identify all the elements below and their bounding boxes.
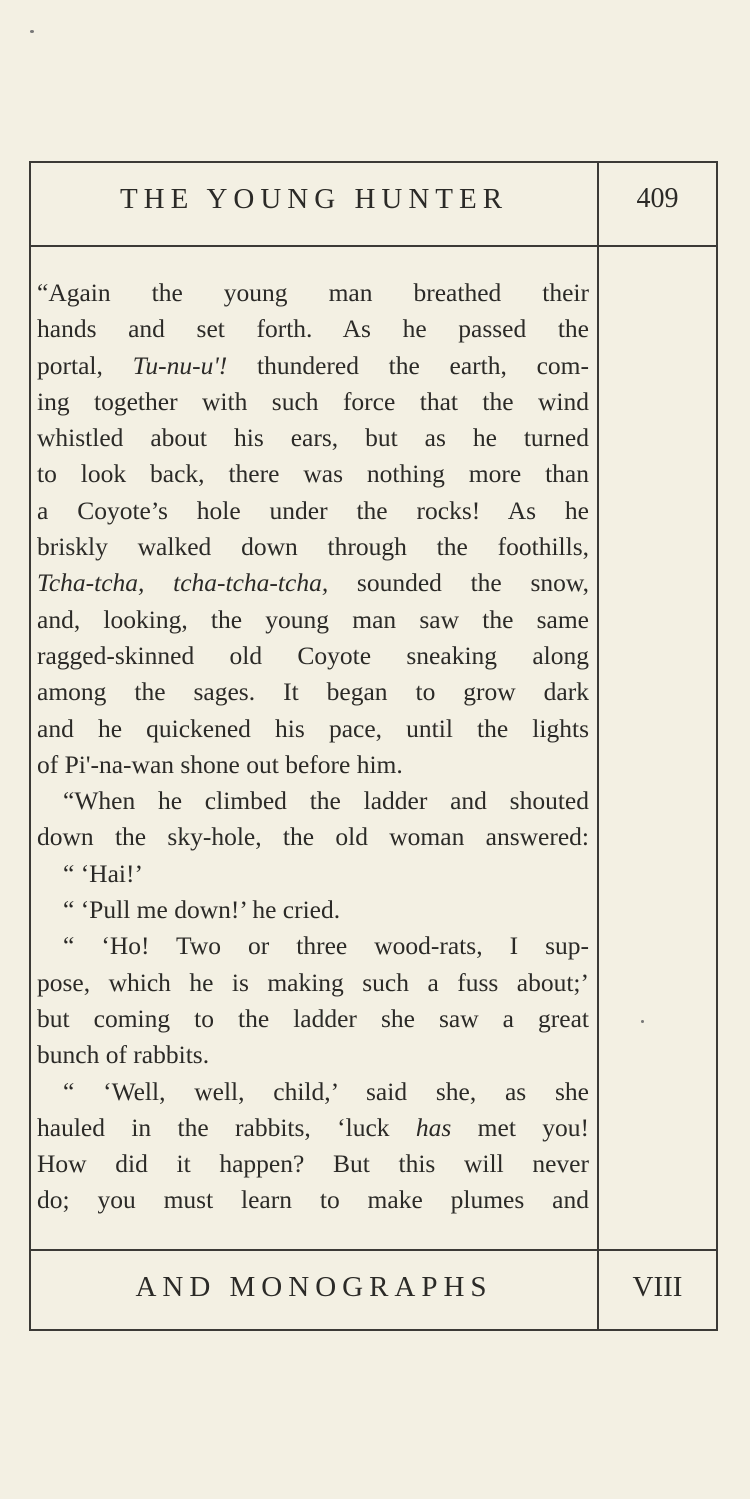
text-segment: bunch of rabbits. [37,1040,210,1070]
page-number: 409 [636,183,679,214]
text-line [37,420,589,456]
text-segment: hands and set forth. As he passed the [37,314,589,344]
text-segment: briskly walked down through the foothills, [37,532,589,562]
text-line [37,456,589,492]
text-line [37,783,589,819]
text-line [37,275,589,311]
text-line [37,311,589,347]
text-line [37,1146,589,1182]
text-line [37,638,589,674]
text-line [37,1001,589,1037]
text-segment: of Pi'-na-wan shone out before him. [37,749,403,779]
text-line [37,856,589,892]
text-segment: met you! [451,1112,589,1142]
text-segment: and, looking, the young man saw the same [37,604,589,634]
running-head: THE YOUNG HUNTER [119,183,509,215]
series-title: AND MONOGRAPHS [135,1271,493,1303]
text-segment: thundered the earth, com- [227,350,589,380]
italic-text: Tu-nu-u'! [132,350,228,380]
text-line [37,965,589,1001]
margin-column-rule [597,163,599,1329]
text-segment: but coming to the ladder she saw a great [37,1003,589,1033]
text-segment: pose, which he is making such a fuss about;’ [37,967,589,997]
text-segment: “ ‘Pull me down!’ he cried. [63,895,341,925]
text-segment: ragged-skinned old Coyote sneaking along [37,640,589,670]
text-line [37,819,589,855]
text-line [37,1182,589,1218]
text-segment: do; you must learn to make plumes and [37,1185,589,1215]
text-line [37,529,589,565]
text-segment: How did it happen? But this will never [37,1149,589,1179]
text-line [37,1110,589,1146]
text-line [37,1074,589,1110]
text-segment: whistled about his ears, but as he turned [37,423,589,453]
text-segment: to look back, there was nothing more than [37,459,589,489]
text-segment: “ ‘Ho! Two or three wood-rats, I sup- [63,931,589,961]
text-line [37,674,589,710]
text-line [37,602,589,638]
text-segment: “ ‘Hai!’ [63,858,143,888]
italic-text: Tcha-tcha, tcha-tcha-tcha, [37,568,329,598]
text-segment: hauled in the rabbits, ‘luck [37,1112,416,1142]
text-line [37,711,589,747]
text-line [37,892,589,928]
volume-number: VIII [632,1271,683,1303]
text-line [37,1037,589,1073]
text-segment: and he quickened his pace, until the lights [37,713,589,743]
text-segment: ing together with such force that the wind [37,386,589,416]
text-segment: “ ‘Well, well, child,’ said she, as she [63,1076,589,1106]
text-segment: down the sky-hole, the old woman answered: [37,822,589,852]
italic-text: has [415,1112,452,1142]
text-line [37,348,589,384]
body-text [37,275,589,1219]
text-segment: among the sages. It began to grow dark [37,677,589,707]
text-segment: “When he climbed the ladder and shouted [63,786,589,816]
text-segment: sounded the snow, [328,568,590,598]
text-line [37,493,589,529]
print-speck [30,30,34,33]
header-rule [31,245,716,247]
page-frame [29,161,718,1331]
text-segment: portal, [37,350,133,380]
text-line [37,928,589,964]
text-line [37,384,589,420]
margin-speck [641,1020,644,1023]
text-line [37,747,589,783]
footer-rule [31,1249,716,1251]
text-segment: a Coyote’s hole under the rocks! As he [37,495,589,525]
text-line [37,565,589,601]
text-segment: “Again the young man breathed their [37,278,589,307]
